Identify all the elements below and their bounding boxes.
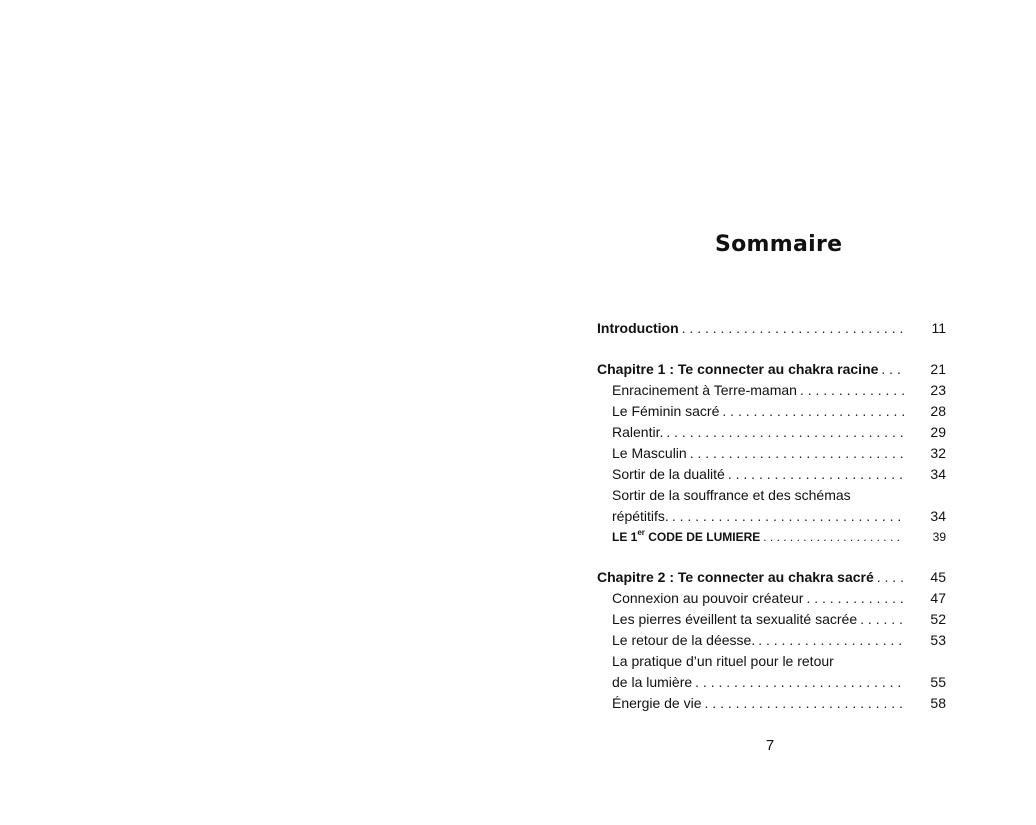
toc-entry[interactable] bbox=[597, 380, 946, 401]
leader-dots bbox=[763, 527, 904, 547]
toc-entry-page: 45 bbox=[930, 569, 946, 585]
toc-entry[interactable] bbox=[597, 609, 946, 630]
toc-entry-label: Introduction bbox=[597, 320, 679, 336]
toc-entry[interactable] bbox=[597, 588, 946, 609]
toc-entry-label: de la lumière bbox=[612, 674, 693, 690]
leader-dots bbox=[705, 693, 904, 714]
leader-dots bbox=[682, 318, 904, 339]
leader-dots bbox=[800, 380, 904, 401]
toc-entry-page: 11 bbox=[931, 320, 946, 336]
toc-entry[interactable] bbox=[597, 422, 946, 443]
toc-entry[interactable] bbox=[597, 443, 946, 464]
page-title-text: Sommaire bbox=[715, 232, 843, 257]
toc-entry-page: 29 bbox=[930, 424, 946, 440]
toc-entry-page: 53 bbox=[930, 632, 946, 648]
toc-entry-label: Le Féminin sacré bbox=[612, 403, 720, 419]
toc-entry-page: 34 bbox=[930, 508, 946, 524]
toc-entry[interactable] bbox=[597, 630, 946, 651]
toc-entry-page: 39 bbox=[932, 530, 946, 544]
leader-dots bbox=[690, 443, 904, 464]
toc-entry-label: Chapitre 1 : Te connecter au chakra racine bbox=[597, 361, 879, 377]
leader-dots bbox=[881, 359, 904, 380]
leader-dots bbox=[860, 609, 904, 630]
toc-entry[interactable] bbox=[597, 693, 946, 714]
leader-dots bbox=[806, 588, 904, 609]
toc-entry-wrap-line[interactable] bbox=[597, 651, 946, 672]
leader-dots bbox=[695, 672, 904, 693]
toc-entry-label: Connexion au pouvoir créateur bbox=[612, 590, 804, 606]
toc-entry[interactable] bbox=[597, 401, 946, 422]
leader-dots bbox=[722, 401, 904, 422]
toc-entry[interactable] bbox=[597, 464, 946, 485]
leader-dots bbox=[728, 464, 904, 485]
leader-dots bbox=[672, 506, 904, 527]
toc-entry-page: 28 bbox=[930, 403, 946, 419]
toc-entry-label: répétitifs. bbox=[612, 508, 669, 524]
toc-entry-wrap-line[interactable] bbox=[597, 485, 946, 506]
toc-entry-label: La pratique d’un rituel pour le retour bbox=[612, 653, 834, 669]
toc-entry-label: Enracinement à Terre-maman bbox=[612, 382, 797, 398]
page-number: 7 bbox=[765, 737, 775, 754]
toc-entry-page: 32 bbox=[930, 445, 946, 461]
page-title bbox=[0, 232, 1036, 257]
toc-entry-introduction[interactable] bbox=[597, 318, 946, 339]
table-of-contents bbox=[597, 318, 946, 714]
toc-entry[interactable] bbox=[597, 506, 946, 527]
toc-entry-label: Énergie de vie bbox=[612, 695, 702, 711]
toc-entry[interactable] bbox=[597, 672, 946, 693]
toc-entry-page: 47 bbox=[930, 590, 946, 606]
toc-entry-label: Le retour de la déesse. bbox=[612, 632, 756, 648]
toc-entry-code-de-lumiere[interactable] bbox=[597, 527, 946, 547]
toc-entry-label: Chapitre 2 : Te connecter au chakra sacré bbox=[597, 569, 874, 585]
toc-entry-page: 52 bbox=[930, 611, 946, 627]
toc-entry-page: 21 bbox=[930, 361, 946, 377]
toc-entry-page: 34 bbox=[930, 466, 946, 482]
leader-dots bbox=[877, 567, 904, 588]
toc-entry-label: Le Masculin bbox=[612, 445, 687, 461]
toc-entry-label: Sortir de la dualité bbox=[612, 466, 725, 482]
leader-dots bbox=[666, 422, 904, 443]
leader-dots bbox=[758, 630, 904, 651]
toc-entry-label: Sortir de la souffrance et des schémas bbox=[612, 487, 851, 503]
toc-entry-chapter-1[interactable] bbox=[597, 359, 946, 380]
toc-entry-label: LE 1er CODE DE LUMIERE bbox=[612, 528, 761, 544]
toc-entry-page: 55 bbox=[930, 674, 946, 690]
toc-entry-chapter-2[interactable] bbox=[597, 567, 946, 588]
toc-entry-label: Ralentir. bbox=[612, 424, 664, 440]
toc-entry-page: 23 bbox=[930, 382, 946, 398]
toc-entry-label: Les pierres éveillent ta sexualité sacrée bbox=[612, 611, 858, 627]
toc-entry-page: 58 bbox=[930, 695, 946, 711]
